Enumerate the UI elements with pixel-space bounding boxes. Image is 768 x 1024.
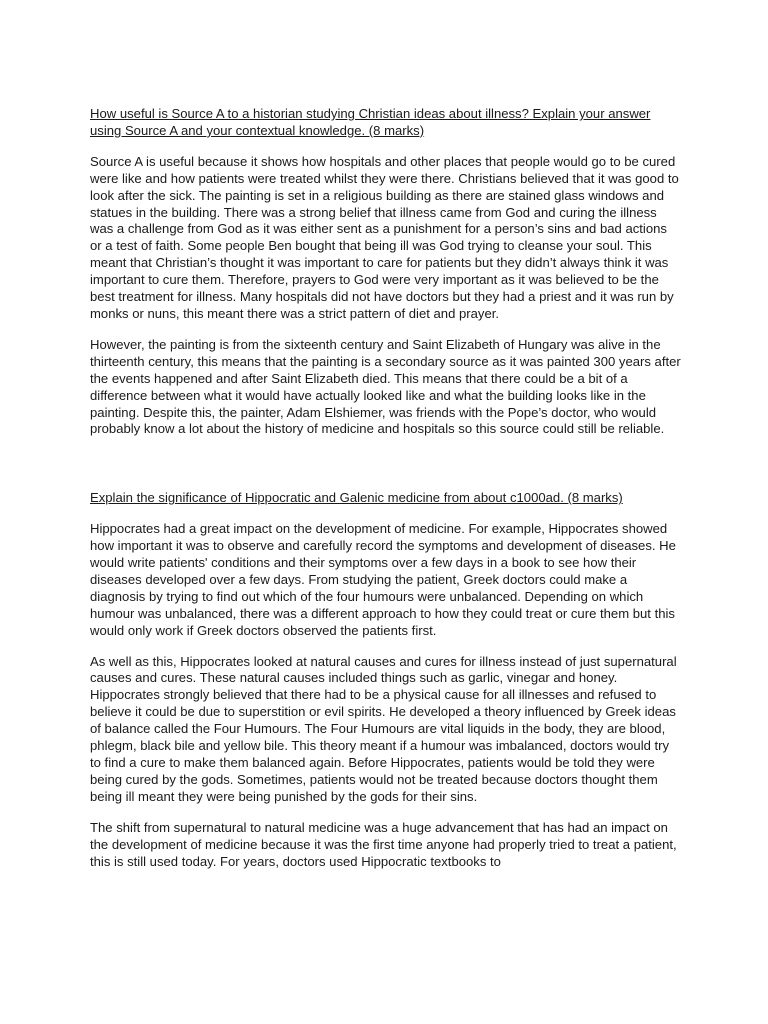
answer-2-paragraph-2: As well as this, Hippocrates looked at natural causes and cures for illness instead of just supernatural causes and cures. These natural causes included things such as garlic, vinegar and honey. Hippocrates strongly believed that there had to be a physical cause for all illnesses and refused to believe it could be due to superstition or evil spirits. He developed a theory influenced by Greek ideas of balance called the Four Humours. The Four Humours are vital liquids in the body, they are blood, phlegm, black bile and yellow bile. This theory meant if a humour was imbalanced, doctors would try to find a cure to make them balanced again. Before Hippocrates, patients would be told they were being cured by the gods. Sometimes, patients would not be treated because doctors thought them being ill meant they were being punished by the gods for their sins. [90,653,677,804]
question-2-heading: Explain the significance of Hippocratic and Galenic medicine from about c1000ad. (8 marks) [90,490,623,506]
answer-2-paragraph-1: Hippocrates had a great impact on the development of medicine. For example, Hippocrates showed how important it was to observe and carefully record the symptoms and development of diseases. He would write patients' conditions and their symptoms over a few days in a book to see how their diseases developed over a few days. From studying the patient, Greek doctors could make a diagnosis by trying to find out which of the four humours were unbalanced. Depending on which humour was unbalanced, there was a different approach to how they could treat or cure them but this would only work if Greek doctors observed the patients first. [90,521,676,638]
answer-2-paragraph-3: The shift from supernatural to natural medicine was a huge advancement that has had an impact on the development of medicine because it was the first time anyone had properly tried to treat a patient, this is still used today. For years, doctors used Hippocratic textbooks to [90,819,677,869]
answer-1-paragraph-1: Source A is useful because it shows how hospitals and other places that people would go to be cured were like and how patients were treated whilst they were there. Christians believed that it was good to look after the sick. The painting is set in a religious building as there are stained glass windows and statues in the building. There was a strong belief that illness came from God and curing the illness was a challenge from God as it was either sent as a punishment for a person’s sins and bad actions or a test of faith. Some people Ben bought that being ill was God trying to cleanse your soul. This meant that Christian’s thought it was important to care for patients but they didn’t always think it was important to cure them. Therefore, prayers to God were very important as it was believed to be the best treatment for illness. Many hospitals did not have doctors but they had a priest and it was run by monks or nuns, this meant there was a strict pattern of diet and prayer. [90,153,679,321]
answer-1-paragraph-2: However, the painting is from the sixteenth century and Saint Elizabeth of Hungary was alive in the thirteenth century, this means that the painting is a secondary source as it was painted 300 years after the events happened and after Saint Elizabeth died. This means that there could be a bit of a difference between what it would have actually looked like and what the building looks like in the painting. Despite this, the painter, Adam Elshiemer, was friends with the Pope’s doctor, who would probably know a lot about the history of medicine and hospitals so this source could still be reliable. [90,336,681,437]
question-1-heading: How useful is Source A to a historian studying Christian ideas about illness? Explain your answer using Source A and your contextual knowledge. (8 marks) [90,106,651,138]
section-spacer [90,452,682,490]
document-body [90,106,682,884]
